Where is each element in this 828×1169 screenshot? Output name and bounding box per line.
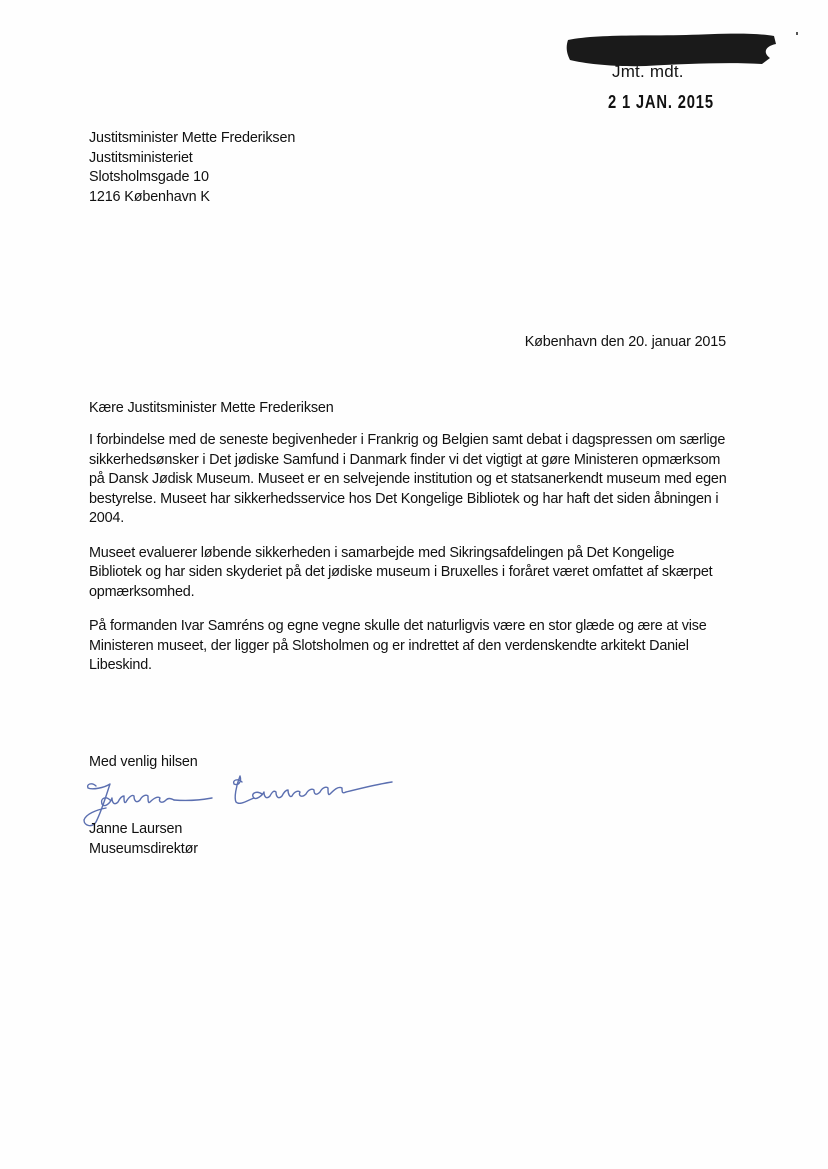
recipient-address	[89, 129, 295, 207]
stamp-department: Jmt. mdt.	[612, 62, 684, 81]
signer-name: Janne Laursen	[89, 821, 183, 837]
recipient-line: Justitsministeriet	[89, 149, 193, 166]
recipient-line: 1216 København K	[89, 188, 210, 205]
signer-title: Museumsdirektør	[89, 840, 198, 857]
body-paragraph: Museet evaluerer løbende sikkerheden i samarbejde med Sikringsafdelingen på Det Kongelige Bibliotek og har siden skyderiet på det jødiske museum i Bruxelles i foråret været omfattet af skærpet opmærksomhed.	[89, 544, 713, 600]
signer-block	[89, 820, 198, 859]
body-paragraph: I forbindelse med de seneste begivenheder i Frankrig og Belgien samt debat i dagspressen om særlige sikkerhedsønsker i Det jødiske Samfund i Danmark finder vi det vigtigt at gøre Ministeren opmærksom på Dansk Jødisk Museum. Museet er en selvejende institution og et statsanerkendt museum med egen bestyrelse. Museet har sikkerhedsservice hos Det Kongelige Bibliotek og har haft det siden åbningen i 2004.	[89, 432, 727, 526]
paper-speck	[796, 32, 798, 35]
recipient-line: Justitsminister Mette Frederiksen	[89, 130, 296, 146]
place-date: København den 20. januar 2015	[524, 334, 726, 350]
closing: Med venlig hilsen	[89, 754, 198, 770]
stamp-received-date: 2 1 JAN. 2015	[608, 92, 714, 112]
letter-body	[89, 431, 729, 691]
recipient-line: Slotsholmsgade 10	[89, 169, 209, 186]
salutation: Kære Justitsminister Mette Frederiksen	[89, 400, 334, 416]
body-paragraph: På formanden Ivar Samréns og egne vegne skulle det naturligvis være en stor glæde og ære at vise Ministeren museet, der ligger på Slotsholmen og er indrettet af den verdenskendte arkitekt Daniel Libeskind.	[89, 618, 707, 673]
